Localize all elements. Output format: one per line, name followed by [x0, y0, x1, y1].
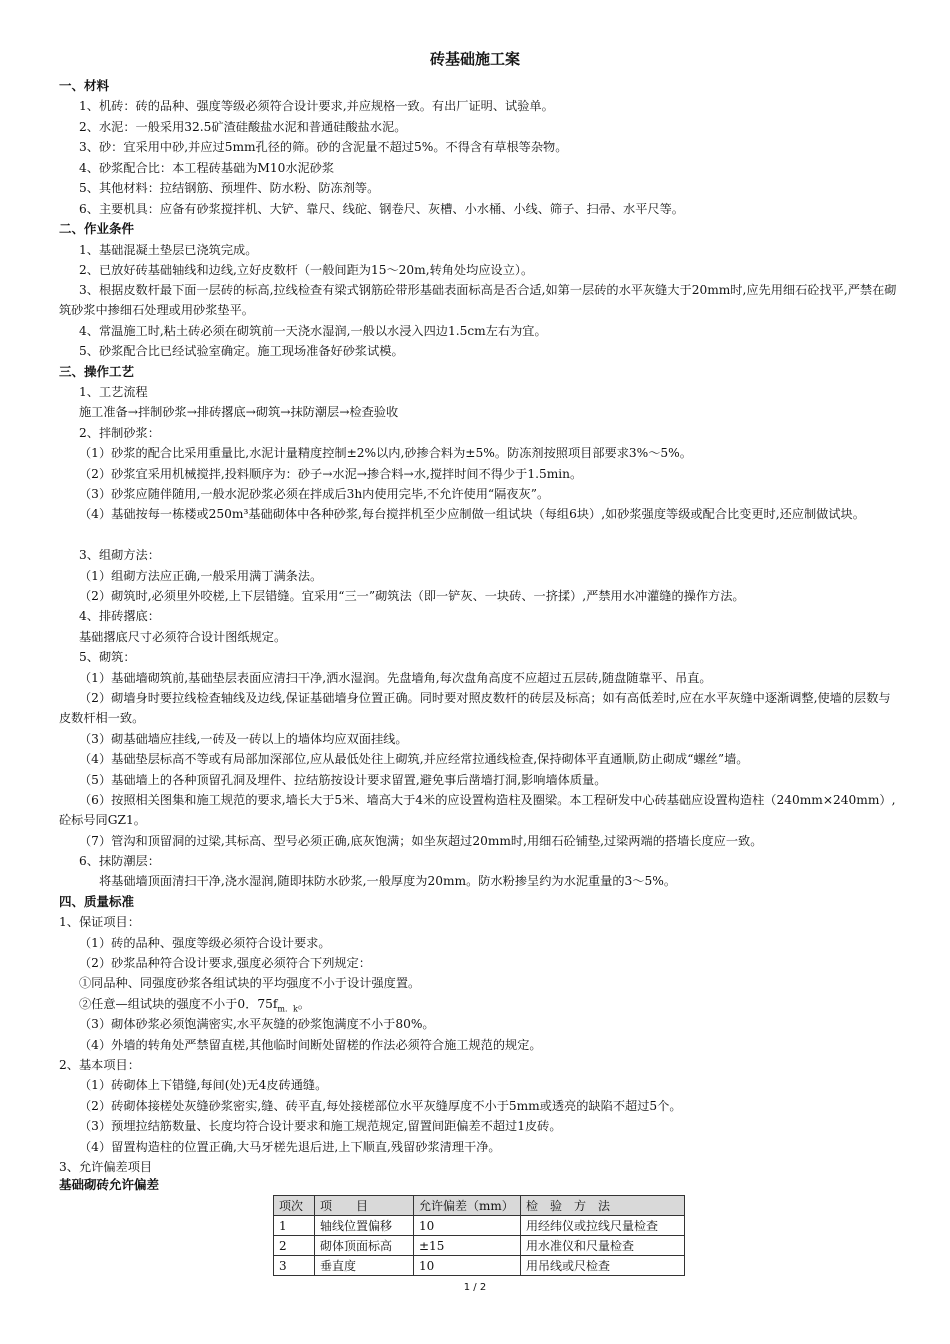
paragraph: （1）基础墙砌筑前,基础垫层表面应清扫干净,洒水湿润。先盘墙角,每次盘角高度不应超过五层砖,随盘随靠平、吊直。 [79, 671, 712, 685]
table-cell: 轴线位置偏移 [315, 1216, 414, 1236]
paragraph: （4）外墙的转角处严禁留直槎,其他临时间断处留槎的作法必须符合施工规范的规定。 [79, 1038, 542, 1052]
section-heading-materials: 一、材料 [59, 78, 110, 93]
table-cell: 用经纬仪或拉线尺量检查 [521, 1216, 685, 1236]
subheading: 3、允许偏差项目 [59, 1160, 153, 1174]
paragraph: 施工准备→拌制砂浆→排砖撂底→砌筑→抹防潮层→检查验收 [79, 405, 399, 419]
subheading: 2、基本项目： [59, 1058, 140, 1072]
paragraph: 3、砂：宜采用中砂,并应过5mm孔径的筛。砂的含泥量不超过5%。不得含有草根等杂物。 [79, 140, 568, 154]
paragraph: （1）砖的品种、强度等级必须符合设计要求。 [79, 936, 331, 950]
paragraph: 1、机砖：砖的品种、强度等级必须符合设计要求,并应规格一致。有出厂证明、试验单。 [79, 99, 554, 113]
section-heading-process: 三、操作工艺 [59, 364, 135, 379]
table-cell: 2 [274, 1236, 315, 1256]
table-cell: 10 [414, 1216, 521, 1236]
paragraph: （4）基础按每一栋楼或250m³基础砌体中各种砂浆,每台搅拌机至少应制做一组试块（每组6块）,如砂浆强度等级或配合比变更时,还应制做试块。 [79, 507, 865, 521]
table-cell: 3 [274, 1256, 315, 1276]
section-heading-quality: 四、质量标准 [59, 894, 135, 909]
paragraph: （1）砖砌体上下错缝,每间(处)无4皮砖通缝。 [79, 1078, 328, 1092]
paragraph: （3）砌体砂浆必须饱满密实,水平灰缝的砂浆饱满度不小于80%。 [79, 1017, 435, 1031]
table-cell: 10 [414, 1256, 521, 1276]
paragraph: （1）砂浆的配合比采用重量比,水泥计量精度控制±2%以内,砂掺合料为±5%。防冻剂按照项目部要求3%～5%。 [79, 446, 692, 460]
paragraph: 基础撂底尺寸必须符合设计图纸规定。 [79, 630, 287, 644]
table-cell: 垂直度 [315, 1256, 414, 1276]
table-row [274, 1236, 685, 1256]
document-title: 砖基础施工案 [429, 50, 520, 68]
subheading: 6、抹防潮层： [79, 854, 160, 868]
subheading: 2、拌制砂浆： [79, 426, 160, 440]
paragraph: （2）砖砌体接槎处灰缝砂浆密实,缝、砖平直,每处接槎部位水平灰缝厚度不小于5mm或透亮的缺陷不超过5个。 [79, 1099, 682, 1113]
paragraph: 4、常温施工时,粘土砖必须在砌筑前一天浇水湿润,一般以水浸入四边1.5cm左右为宜。 [79, 324, 547, 338]
paragraph: ②任意—组试块的强度不小于0．$75f_{m.k}$。 [79, 997, 311, 1014]
subheading: 1、保证项目： [59, 915, 140, 929]
table-header-cell: 检 验 方 法 [521, 1196, 685, 1216]
paragraph: （1）组砌方法应正确,一般采用满丁满条法。 [79, 569, 323, 583]
paragraph: （2）砌墙身时要拉线检查轴线及边线,保证基础墙身位置正确。同时要对照皮数杆的砖层及标高；如有高低差时,应在水平灰缝中逐渐调整,使墙的层数与皮数杆相一致。 [59, 691, 891, 725]
table-cell: 砌体顶面标高 [315, 1236, 414, 1256]
paragraph: 4、砂浆配合比：本工程砖基础为M10水泥砂浆 [79, 161, 335, 175]
subheading: 5、砌筑： [79, 650, 136, 664]
paragraph: （7）管沟和顶留洞的过梁,其标高、型号必须正确,底灰饱满；如坐灰超过20mm时,用细石砼铺垫,过梁两端的搭墙长度应一致。 [79, 834, 763, 848]
paragraph: （3）砂浆应随伴随用,一般水泥砂浆必须在拌成后3h内使用完毕,不允许使用“隔夜灰”。 [79, 487, 550, 501]
table-cell: ±15 [414, 1236, 521, 1256]
paragraph: （4）留置构造柱的位置正确,大马牙槎先退后进,上下顺直,残留砂浆清理干净。 [79, 1140, 501, 1154]
paragraph: 5、砂浆配合比已经试验室确定。施工现场准备好砂浆试模。 [79, 344, 404, 358]
paragraph: 2、已放好砖基础轴线和边线,立好皮数杆（一般间距为15～20m,转角处均应设立）。 [79, 263, 534, 277]
page-number: 1 / 2 [463, 1282, 487, 1293]
table-cell: 1 [274, 1216, 315, 1236]
paragraph: （5）基础墙上的各种顶留孔洞及埋件、拉结筋按设计要求留置,避免事后凿墙打洞,影响墙体质量。 [79, 773, 607, 787]
paragraph: 2、水泥：一般采用32.5矿渣硅酸盐水泥和普通硅酸盐水泥。 [79, 120, 407, 134]
subheading: 3、组砌方法： [79, 548, 160, 562]
paragraph: 6、主要机具：应备有砂浆搅拌机、大铲、靠尺、线砣、钢卷尺、灰槽、小水桶、小线、筛子、扫帚、水平尺等。 [79, 202, 684, 216]
paragraph: 5、其他材料：拉结钢筋、预埋件、防水粉、防冻剂等。 [79, 181, 380, 195]
paragraph: 将基础墙顶面清扫干净,浇水湿润,随即抹防水砂浆,一般厚度为20mm。防水粉掺呈约为水泥重量的3～5%。 [99, 874, 677, 888]
table-title: 基础砌砖允许偏差 [59, 1177, 160, 1192]
table-header-cell: 允许偏差（mm） [414, 1196, 521, 1216]
subheading: 1、工艺流程 [79, 385, 148, 399]
paragraph: （6）按照相关图集和施工规范的要求,墙长大于5米、墙高大于4米的应设置构造柱及圈梁。本工程研发中心砖基础应设置构造柱（240mm×240mm）,砼标号同GZ1。 [59, 793, 896, 827]
paragraph: （3）预埋拉结筋数量、长度均符合设计要求和施工规范规定,留置间距偏差不超过1皮砖。 [79, 1119, 562, 1133]
table-header-cell: 项次 [274, 1196, 315, 1216]
paragraph: （2）砂浆品种符合设计要求,强度必须符合下列规定： [79, 956, 371, 970]
table-cell: 用水准仪和尺量检查 [521, 1236, 685, 1256]
paragraph: 1、基础混凝土垫层已浇筑完成。 [79, 243, 258, 257]
table-header-row [274, 1196, 685, 1216]
deviation-table [273, 1195, 685, 1276]
subheading: 4、排砖撂底： [79, 609, 160, 623]
paragraph: （3）砌基础墙应挂线,一砖及一砖以上的墙体均应双面挂线。 [79, 732, 408, 746]
paragraph: （4）基础垫层标高不等或有局部加深部位,应从最低处往上砌筑,并应经常拉通线检查,保持砌体平直通顺,防止砌成“螺丝”墙。 [79, 752, 749, 766]
table-cell: 用吊线或尺检查 [521, 1256, 685, 1276]
table-row [274, 1216, 685, 1236]
paragraph: （2）砂浆宜采用机械搅拌,投料顺序为：砂子→水泥→掺合料→水,搅拌时间不得少于1.5min。 [79, 467, 583, 481]
paragraph: ①同品种、同强度砂浆各组试块的平均强度不小于设计强度置。 [79, 976, 421, 990]
table-row [274, 1256, 685, 1276]
paragraph: （2）砌筑时,必须里外咬槎,上下层错缝。宜采用“三一”砌筑法（即一铲灰、一块砖、一挤揉）,严禁用水冲灌缝的操作方法。 [79, 589, 745, 603]
table-header-cell: 项 目 [315, 1196, 414, 1216]
section-heading-conditions: 二、作业条件 [59, 221, 135, 236]
paragraph: 3、根据皮数杆最下面一层砖的标高,拉线检查有梁式钢筋砼带形基础表面标高是否合适,如第一层砖的水平灰缝大于20mm时,应先用细石砼找平,严禁在砌筑砂浆中掺细石处理或用砂浆垫平。 [59, 283, 897, 317]
